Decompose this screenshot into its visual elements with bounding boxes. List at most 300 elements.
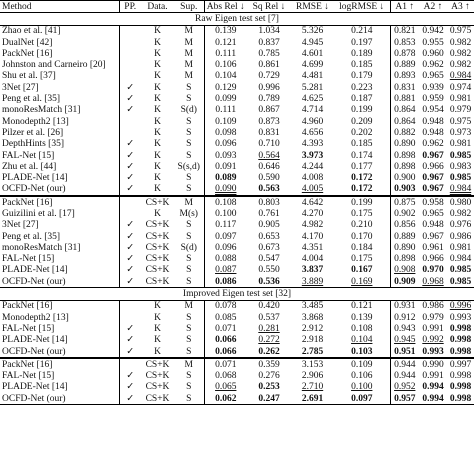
rmse-value: 4.244 xyxy=(301,161,324,172)
sup-cell: S xyxy=(174,231,204,242)
rmse-value: 4.642 xyxy=(301,197,324,208)
rmse-cell xyxy=(291,48,334,59)
pp-cell: ✓ xyxy=(126,276,135,287)
a3-cell xyxy=(447,127,474,138)
a1-value: 0.882 xyxy=(394,127,416,138)
method-cell: OCFD-Net (our) xyxy=(0,346,119,358)
method-cell: PLADE-Net [14] xyxy=(0,265,119,276)
data-cell: CS+K xyxy=(145,371,170,382)
header-a3: A3 ↑ xyxy=(447,1,474,13)
rmse-value: 4.393 xyxy=(301,139,324,150)
abs-rel-value: 0.106 xyxy=(215,60,237,71)
log-rmse-value: 0.108 xyxy=(351,323,373,334)
method-cell: DepthHints [35] xyxy=(0,139,119,150)
a1-cell xyxy=(390,358,419,370)
a1-value: 0.821 xyxy=(394,26,416,37)
log-rmse-cell xyxy=(334,59,390,70)
log-rmse-value: 0.189 xyxy=(351,48,373,59)
table-row xyxy=(0,116,474,127)
rmse-value: 4.270 xyxy=(301,208,324,219)
a1-value: 0.903 xyxy=(394,184,416,195)
log-rmse-cell xyxy=(334,208,390,219)
table-row xyxy=(0,37,474,48)
a2-cell xyxy=(419,208,447,219)
a3-value: 0.998 xyxy=(449,382,472,393)
abs-rel-cell xyxy=(204,393,247,405)
rmse-value: 5.281 xyxy=(301,82,324,93)
table-row xyxy=(0,393,474,405)
sq-rel-cell xyxy=(247,371,291,382)
a3-value: 0.975 xyxy=(449,116,472,127)
a3-cell xyxy=(447,48,474,59)
a2-value: 0.955 xyxy=(422,37,444,48)
table-row xyxy=(0,242,474,253)
abs-rel-cell xyxy=(204,254,247,265)
rmse-value: 4.945 xyxy=(301,37,324,48)
a2-value: 0.948 xyxy=(422,220,444,231)
abs-rel-cell xyxy=(204,371,247,382)
a3-cell xyxy=(447,265,474,276)
a3-cell xyxy=(447,393,474,405)
sup-cell: S xyxy=(174,220,204,231)
log-rmse-value: 0.175 xyxy=(351,208,373,219)
table-row xyxy=(0,254,474,265)
data-cell: CS+K xyxy=(141,358,174,370)
pp-cell: ✓ xyxy=(126,94,135,105)
table-row xyxy=(0,335,474,346)
a1-cell xyxy=(390,393,419,405)
a2-cell xyxy=(419,276,447,288)
pp-cell xyxy=(119,116,141,127)
sq-rel-cell xyxy=(247,300,291,312)
data-cell: K xyxy=(154,127,161,138)
a1-cell xyxy=(390,37,419,48)
a1-cell xyxy=(390,116,419,127)
rmse-value: 2.710 xyxy=(301,382,324,393)
section-header-row xyxy=(0,288,474,300)
rmse-value: 4.481 xyxy=(301,71,324,82)
a3-cell xyxy=(447,335,474,346)
abs-rel-cell xyxy=(204,208,247,219)
header-rmse: RMSE ↓ xyxy=(291,1,334,13)
log-rmse-value: 0.185 xyxy=(351,60,373,71)
pp-cell: ✓ xyxy=(126,161,135,172)
log-rmse-value: 0.097 xyxy=(351,393,373,404)
a1-value: 0.889 xyxy=(394,60,416,71)
data-cell: CS+K xyxy=(141,196,174,208)
sq-rel-value: 0.564 xyxy=(258,150,280,161)
sq-rel-cell xyxy=(247,25,291,37)
sq-rel-value: 0.563 xyxy=(258,184,280,195)
a2-cell xyxy=(419,371,447,382)
a1-value: 0.943 xyxy=(394,323,416,334)
pp-cell xyxy=(119,25,141,37)
data-cell: CS+K xyxy=(145,220,170,231)
a1-value: 0.864 xyxy=(394,105,416,116)
a1-value: 0.890 xyxy=(394,139,416,150)
a1-value: 0.900 xyxy=(394,173,416,184)
a1-cell xyxy=(390,196,419,208)
abs-rel-cell xyxy=(204,93,247,104)
rmse-value: 4.601 xyxy=(301,48,324,59)
a2-cell xyxy=(419,37,447,48)
table-row xyxy=(0,323,474,334)
table-row xyxy=(0,184,474,196)
method-cell: PackNet [16] xyxy=(0,300,119,312)
a1-value: 0.908 xyxy=(394,265,416,276)
sq-rel-cell xyxy=(247,312,291,323)
sq-rel-cell xyxy=(247,242,291,253)
a3-value: 0.997 xyxy=(449,359,472,370)
abs-rel-value: 0.078 xyxy=(215,301,237,312)
sq-rel-value: 0.761 xyxy=(258,208,280,219)
log-rmse-value: 0.210 xyxy=(351,220,373,231)
log-rmse-cell xyxy=(334,276,390,288)
a3-cell xyxy=(447,276,474,288)
abs-rel-cell xyxy=(204,161,247,172)
a1-value: 0.951 xyxy=(394,346,416,357)
header-method: Method xyxy=(0,1,119,13)
sq-rel-cell xyxy=(247,335,291,346)
a1-cell xyxy=(390,312,419,323)
method-cell: Monodepth2 [13] xyxy=(0,312,119,323)
method-cell: OCFD-Net (our) xyxy=(0,276,119,288)
rmse-cell xyxy=(291,346,334,358)
sq-rel-value: 0.867 xyxy=(258,105,280,116)
sup-cell: S(d) xyxy=(174,242,204,253)
a2-cell xyxy=(419,196,447,208)
abs-rel-cell xyxy=(204,82,247,93)
a2-value: 0.958 xyxy=(422,197,444,208)
a3-value: 0.974 xyxy=(449,82,472,93)
sq-rel-cell xyxy=(247,196,291,208)
a2-cell xyxy=(419,116,447,127)
a1-value: 0.898 xyxy=(394,161,416,172)
sq-rel-value: 0.537 xyxy=(258,312,280,323)
rmse-cell xyxy=(291,59,334,70)
a1-cell xyxy=(390,335,419,346)
abs-rel-value: 0.108 xyxy=(215,197,237,208)
log-rmse-cell xyxy=(334,161,390,172)
rmse-value: 4.982 xyxy=(301,220,324,231)
pp-cell: ✓ xyxy=(126,231,135,242)
log-rmse-value: 0.167 xyxy=(351,265,373,276)
table-row xyxy=(0,150,474,161)
sq-rel-value: 0.789 xyxy=(258,94,280,105)
abs-rel-cell xyxy=(204,358,247,370)
pp-cell xyxy=(119,59,141,70)
table-row xyxy=(0,59,474,70)
log-rmse-value: 0.187 xyxy=(351,94,373,105)
abs-rel-value: 0.100 xyxy=(215,208,237,219)
a3-value: 0.981 xyxy=(449,242,472,253)
abs-rel-cell xyxy=(204,323,247,334)
a2-value: 0.948 xyxy=(422,127,444,138)
pp-cell: ✓ xyxy=(126,382,135,393)
table-row xyxy=(0,127,474,138)
abs-rel-cell xyxy=(204,37,247,48)
a1-cell xyxy=(390,265,419,276)
sup-cell: M xyxy=(174,71,204,82)
sq-rel-value: 0.996 xyxy=(258,82,280,93)
sq-rel-cell xyxy=(247,48,291,59)
a1-cell xyxy=(390,371,419,382)
a1-cell xyxy=(390,82,419,93)
sup-cell: M xyxy=(174,196,204,208)
rmse-value: 4.008 xyxy=(301,173,324,184)
log-rmse-cell xyxy=(334,127,390,138)
method-cell: Peng et al. [35] xyxy=(0,231,119,242)
log-rmse-value: 0.197 xyxy=(351,37,373,48)
a1-cell xyxy=(390,231,419,242)
a2-cell xyxy=(419,231,447,242)
a2-value: 0.961 xyxy=(422,242,444,253)
a3-value: 0.979 xyxy=(449,105,472,116)
sup-cell: S xyxy=(174,312,204,323)
rmse-cell xyxy=(291,276,334,288)
a3-cell xyxy=(447,150,474,161)
rmse-cell xyxy=(291,323,334,334)
a1-value: 0.890 xyxy=(394,242,416,253)
pp-cell xyxy=(119,196,141,208)
a1-cell xyxy=(390,382,419,393)
sq-rel-value: 0.359 xyxy=(258,359,280,370)
rmse-value: 4.005 xyxy=(301,184,324,195)
log-rmse-cell xyxy=(334,71,390,82)
data-cell: CS+K xyxy=(145,265,170,276)
table-header-row xyxy=(0,1,474,13)
abs-rel-cell xyxy=(204,105,247,116)
log-rmse-cell xyxy=(334,220,390,231)
a1-cell xyxy=(390,300,419,312)
a2-value: 0.965 xyxy=(422,208,444,219)
header-abs-rel: Abs Rel ↓ xyxy=(204,1,247,13)
table-row xyxy=(0,172,474,183)
a1-cell xyxy=(390,323,419,334)
a1-cell xyxy=(390,346,419,358)
pp-cell: ✓ xyxy=(126,242,135,253)
sq-rel-value: 0.873 xyxy=(258,116,280,127)
a1-value: 0.856 xyxy=(394,220,416,231)
pp-cell: ✓ xyxy=(126,335,135,346)
sq-rel-value: 0.262 xyxy=(258,346,280,357)
log-rmse-cell xyxy=(334,323,390,334)
sup-cell: S(d) xyxy=(174,105,204,116)
pp-cell xyxy=(119,312,141,323)
a1-cell xyxy=(390,59,419,70)
data-cell: CS+K xyxy=(145,382,170,393)
a2-cell xyxy=(419,300,447,312)
sup-cell: S xyxy=(174,371,204,382)
rmse-value: 4.714 xyxy=(301,105,324,116)
a1-value: 0.831 xyxy=(394,82,416,93)
a1-value: 0.902 xyxy=(394,208,416,219)
a3-value: 0.986 xyxy=(449,231,472,242)
sup-cell: M xyxy=(174,48,204,59)
log-rmse-value: 0.202 xyxy=(351,127,373,138)
a2-value: 0.966 xyxy=(422,254,444,265)
abs-rel-cell xyxy=(204,312,247,323)
sup-cell: S xyxy=(174,346,204,358)
pp-cell: ✓ xyxy=(126,150,135,161)
pp-cell xyxy=(119,208,141,219)
abs-rel-cell xyxy=(204,220,247,231)
a2-value: 0.962 xyxy=(422,139,444,150)
a2-value: 0.967 xyxy=(422,173,444,184)
rmse-value: 2.691 xyxy=(301,393,324,404)
method-cell: Zhu et al. [44] xyxy=(0,161,119,172)
rmse-cell xyxy=(291,82,334,93)
method-cell: PLADE-Net [14] xyxy=(0,382,119,393)
a2-value: 0.990 xyxy=(422,359,444,370)
a2-cell xyxy=(419,312,447,323)
sq-rel-value: 0.905 xyxy=(258,220,280,231)
abs-rel-value: 0.096 xyxy=(215,139,237,150)
rmse-cell xyxy=(291,161,334,172)
a3-value: 0.993 xyxy=(449,312,472,323)
abs-rel-value: 0.065 xyxy=(215,382,237,393)
a3-value: 0.980 xyxy=(449,197,472,208)
method-cell: 3Net [27] xyxy=(0,220,119,231)
data-cell: K xyxy=(154,173,161,184)
sq-rel-cell xyxy=(247,150,291,161)
method-cell: OCFD-Net (our) xyxy=(0,184,119,196)
log-rmse-cell xyxy=(334,231,390,242)
abs-rel-cell xyxy=(204,382,247,393)
log-rmse-cell xyxy=(334,382,390,393)
log-rmse-value: 0.169 xyxy=(351,276,373,287)
sq-rel-cell xyxy=(247,116,291,127)
rmse-value: 2.918 xyxy=(301,335,324,346)
log-rmse-value: 0.199 xyxy=(351,197,373,208)
sup-cell: S xyxy=(174,254,204,265)
a1-cell xyxy=(390,242,419,253)
a2-value: 0.942 xyxy=(422,26,444,37)
a1-cell xyxy=(390,48,419,59)
data-cell: CS+K xyxy=(141,393,174,405)
abs-rel-cell xyxy=(204,276,247,288)
sq-rel-cell xyxy=(247,172,291,183)
a3-cell xyxy=(447,82,474,93)
abs-rel-value: 0.066 xyxy=(215,335,237,346)
abs-rel-cell xyxy=(204,300,247,312)
a3-cell xyxy=(447,93,474,104)
abs-rel-cell xyxy=(204,265,247,276)
a3-value: 0.981 xyxy=(449,139,472,150)
a3-value: 0.985 xyxy=(449,276,472,287)
pp-cell: ✓ xyxy=(126,254,135,265)
pp-cell xyxy=(119,71,141,82)
sup-cell: S xyxy=(174,323,204,334)
a3-cell xyxy=(447,300,474,312)
a1-cell xyxy=(390,127,419,138)
sup-cell: S xyxy=(174,335,204,346)
a2-cell xyxy=(419,358,447,370)
abs-rel-value: 0.062 xyxy=(215,393,237,404)
data-cell: K xyxy=(154,312,161,323)
method-cell: Johnston and Carneiro [20] xyxy=(0,59,119,70)
sup-cell: S xyxy=(174,382,204,393)
a3-cell xyxy=(447,116,474,127)
sq-rel-value: 0.803 xyxy=(258,197,280,208)
log-rmse-value: 0.121 xyxy=(351,301,373,312)
table-row xyxy=(0,93,474,104)
a1-cell xyxy=(390,25,419,37)
log-rmse-value: 0.172 xyxy=(351,184,373,195)
a3-value: 0.985 xyxy=(449,265,472,276)
pp-cell: ✓ xyxy=(126,323,135,334)
rmse-cell xyxy=(291,71,334,82)
method-cell: FAL-Net [15] xyxy=(0,254,119,265)
abs-rel-value: 0.091 xyxy=(215,161,237,172)
table-row xyxy=(0,220,474,231)
a2-cell xyxy=(419,184,447,196)
rmse-value: 4.656 xyxy=(301,127,324,138)
data-cell: K xyxy=(154,60,161,71)
table-row xyxy=(0,265,474,276)
a1-cell xyxy=(390,172,419,183)
header-pp: PP. xyxy=(119,1,141,13)
data-cell: K xyxy=(154,37,161,48)
table-row xyxy=(0,105,474,116)
header-log-rmse: logRMSE ↓ xyxy=(334,1,390,13)
a2-value: 0.939 xyxy=(422,82,444,93)
abs-rel-cell xyxy=(204,172,247,183)
a2-cell xyxy=(419,59,447,70)
sup-cell: S xyxy=(174,184,204,196)
sq-rel-cell xyxy=(247,127,291,138)
a3-value: 0.996 xyxy=(449,301,472,312)
abs-rel-value: 0.068 xyxy=(215,371,237,382)
sq-rel-value: 0.420 xyxy=(258,301,280,312)
a1-value: 0.878 xyxy=(394,48,416,59)
method-cell: monoResMatch [31] xyxy=(0,242,119,253)
pp-cell: ✓ xyxy=(126,184,135,195)
abs-rel-value: 0.071 xyxy=(215,359,237,370)
rmse-cell xyxy=(291,93,334,104)
sq-rel-value: 1.034 xyxy=(258,26,280,37)
abs-rel-value: 0.098 xyxy=(215,127,237,138)
pp-cell xyxy=(119,358,141,370)
a2-cell xyxy=(419,393,447,405)
data-cell: K xyxy=(154,301,161,312)
log-rmse-cell xyxy=(334,25,390,37)
table-row xyxy=(0,208,474,219)
log-rmse-cell xyxy=(334,265,390,276)
a3-value: 0.998 xyxy=(449,371,472,382)
a2-value: 0.993 xyxy=(422,346,444,357)
a3-value: 0.973 xyxy=(449,127,472,138)
sq-rel-value: 0.550 xyxy=(258,265,280,276)
abs-rel-value: 0.117 xyxy=(215,220,237,231)
abs-rel-value: 0.088 xyxy=(215,254,237,265)
table-row xyxy=(0,161,474,172)
a3-cell xyxy=(447,254,474,265)
a1-value: 0.909 xyxy=(394,276,416,287)
log-rmse-cell xyxy=(334,150,390,161)
sq-rel-cell xyxy=(247,382,291,393)
a3-value: 0.982 xyxy=(449,60,472,71)
rmse-value: 3.889 xyxy=(301,276,324,287)
rmse-cell xyxy=(291,382,334,393)
a3-cell xyxy=(447,358,474,370)
sq-rel-cell xyxy=(247,71,291,82)
method-cell: Monodepth2 [13] xyxy=(0,116,119,127)
abs-rel-cell xyxy=(204,196,247,208)
pp-cell: ✓ xyxy=(126,371,135,382)
sq-rel-value: 0.276 xyxy=(258,371,280,382)
a3-cell xyxy=(447,172,474,183)
